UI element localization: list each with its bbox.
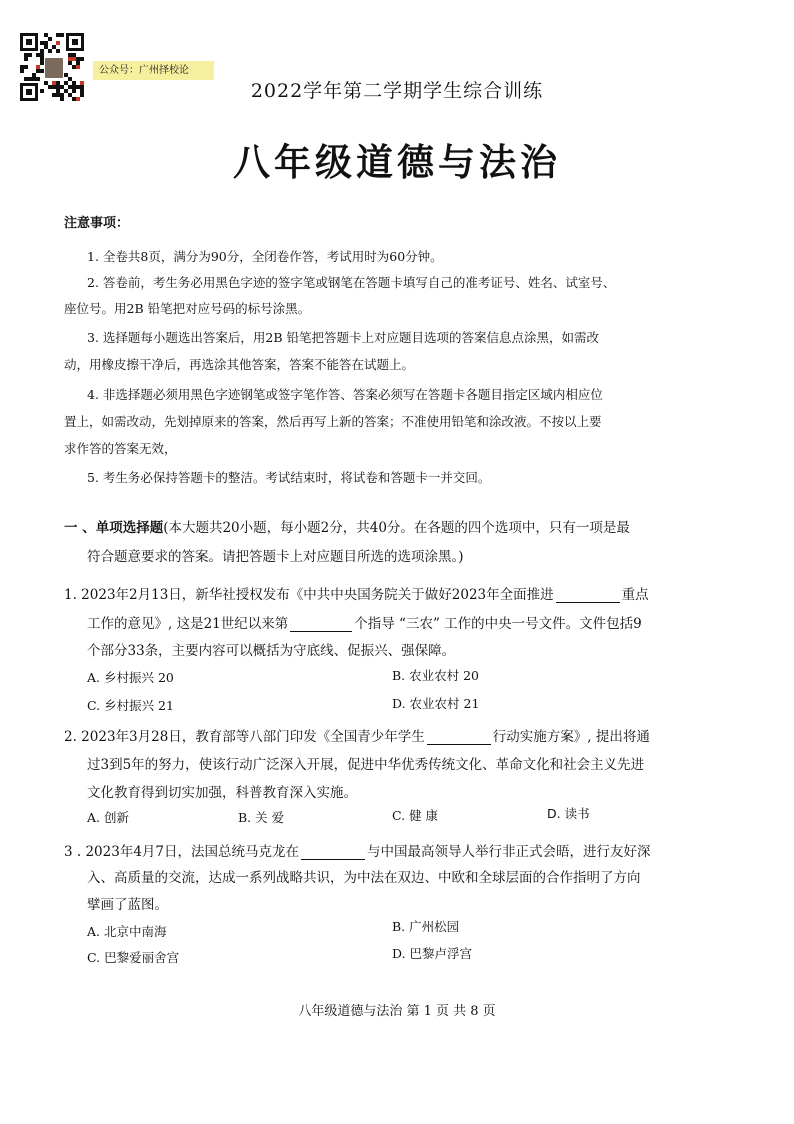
qr-module [40, 49, 44, 53]
notice-line: 动，用橡皮擦干净后，再选涂其他答案，答案不能答在试题上。 [64, 357, 415, 372]
section-desc: (本大题共20小题，每小题2分，共40分。在各题的四个选项中，只有一项是最 [163, 520, 630, 536]
notice-line: 置上，如需改动，先划掉原来的答案，然后再写上新的答案；不准使用铅笔和涂改液。不按以上要 [64, 414, 602, 429]
qr-module [56, 41, 60, 45]
qr-module [72, 57, 76, 61]
question-text: 1. 2023年2月13日，新华社授权发布《中共中央国务院关于做好2023年全面推进 [64, 587, 554, 603]
notice-line: 求作答的答案无效， [64, 441, 177, 456]
qr-module [24, 57, 28, 61]
question-2-line [64, 725, 650, 745]
wechat-badge: 公众号：广州择校论 [93, 61, 214, 80]
option-a: A. 乡村振兴 20 [87, 670, 174, 685]
question-text: 3 . 2023年4月7日，法国总统马克龙在 [64, 844, 299, 860]
question-text: 个指导 “三农” 工作的中央一号文件。文件包括9 [354, 616, 642, 632]
answer-blank [301, 845, 365, 860]
qr-module [80, 57, 84, 61]
question-3-line: 擘画了蓝图。 [87, 897, 168, 913]
qr-module [20, 65, 24, 69]
option-a: A. 创新 [87, 810, 129, 825]
option-b: B. 关 爱 [238, 810, 285, 825]
qr-module [68, 57, 72, 61]
question-1-line: 个部分33条，主要内容可以概括为守底线、促振兴、强保障。 [87, 643, 456, 659]
qr-module [76, 57, 80, 61]
notice-heading: 注意事项： [64, 216, 130, 231]
qr-module [76, 65, 80, 69]
notice-line: 4. 非选择题必须用黑色字迹钢笔或签字笔作答、答案必须写在答题卡各题目指定区域内相应位 [87, 387, 603, 402]
question-text: 2. 2023年3月28日，教育部等八部门印发《全国青少年学生 [64, 729, 425, 745]
section-desc-line: 符合题意要求的答案。请把答题卡上对应题目所选的选项涂黑。) [87, 549, 464, 565]
notice-line: 5. 考生务必保持答题卡的整洁。考试结束时，将试卷和答题卡一并交回。 [87, 470, 491, 485]
qr-module [44, 41, 48, 45]
qr-module [76, 61, 80, 65]
option-c: C. 乡村振兴 21 [87, 698, 174, 713]
qr-module [44, 45, 48, 49]
qr-module [44, 33, 48, 37]
qr-module [60, 33, 64, 37]
question-text: 与中国最高领导人举行非正式会晤，进行友好深 [367, 844, 651, 860]
qr-module [72, 53, 76, 57]
question-text: 工作的意见》, 这是21世纪以来第 [87, 616, 289, 632]
question-text: 重点 [621, 587, 649, 603]
qr-module [40, 41, 44, 45]
qr-module [28, 53, 32, 57]
option-d: D. 读书 [547, 806, 590, 821]
qr-module [24, 53, 28, 57]
question-1-line [64, 583, 649, 603]
option-c: C. 巴黎爱丽舍宫 [87, 950, 180, 965]
notice-line: 座位号。用2B 铅笔把对应号码的标号涂黑。 [64, 301, 311, 316]
qr-module [24, 65, 28, 69]
section-label: 一 、单项选择题 [64, 520, 164, 536]
option-b: B. 广州松园 [392, 919, 460, 934]
qr-module [52, 45, 56, 49]
notice-line: 3. 选择题每小题选出答案后，用2B 铅笔把答题卡上对应题目选项的答案信息点涂黑，如需改 [87, 330, 600, 345]
option-c: C. 健 康 [392, 808, 439, 823]
answer-blank [290, 617, 352, 632]
qr-module [26, 39, 32, 45]
qr-module [56, 33, 60, 37]
qr-module [36, 65, 40, 69]
section-heading [64, 516, 630, 536]
qr-module [40, 53, 44, 57]
question-text: 行动实施方案》, 提出将通 [492, 729, 650, 745]
notice-line: 2. 答卷前，考生务必用黑色字迹的签字笔或钢笔在答题卡填写自己的准考证号、姓名、试室号、 [87, 275, 616, 290]
qr-module [20, 69, 24, 73]
qr-module [68, 53, 72, 57]
qr-module [56, 49, 60, 53]
answer-blank [427, 730, 491, 745]
option-a: A. 北京中南海 [87, 924, 167, 939]
qr-module [72, 65, 76, 69]
qr-module [72, 39, 78, 45]
option-d: D. 农业农村 21 [392, 696, 480, 711]
option-b: B. 农业农村 20 [392, 668, 480, 683]
qr-module [36, 69, 40, 73]
question-2-line: 文化教育得到切实加强，科普教育深入实施。 [87, 785, 357, 801]
question-3-line [64, 840, 651, 860]
qr-module [36, 53, 40, 57]
question-2-line: 过3到5年的努力，使该行动广泛深入开展，促进中华优秀传统文化、革命文化和社会主义先进 [87, 757, 645, 773]
option-d: D. 巴黎卢浮宫 [392, 946, 473, 961]
notice-line: 1. 全卷共8页，满分为90分，全闭卷作答，考试用时为60分钟。 [87, 249, 443, 264]
exam-title: 八年级道德与法治 [233, 140, 561, 184]
page-footer: 八年级道德与法治 第 1 页 共 8 页 [298, 1004, 496, 1019]
answer-blank [556, 588, 620, 603]
qr-module [48, 49, 52, 53]
qr-module [68, 61, 72, 65]
exam-subtitle: 2022学年第二学期学生综合训练 [250, 80, 544, 102]
question-1-line [87, 612, 642, 632]
qr-module [48, 37, 52, 41]
question-3-line: 入、高质量的交流，达成一系列战略共识，为中法在双边、中欧和全球层面的合作指明了方向 [87, 870, 641, 886]
